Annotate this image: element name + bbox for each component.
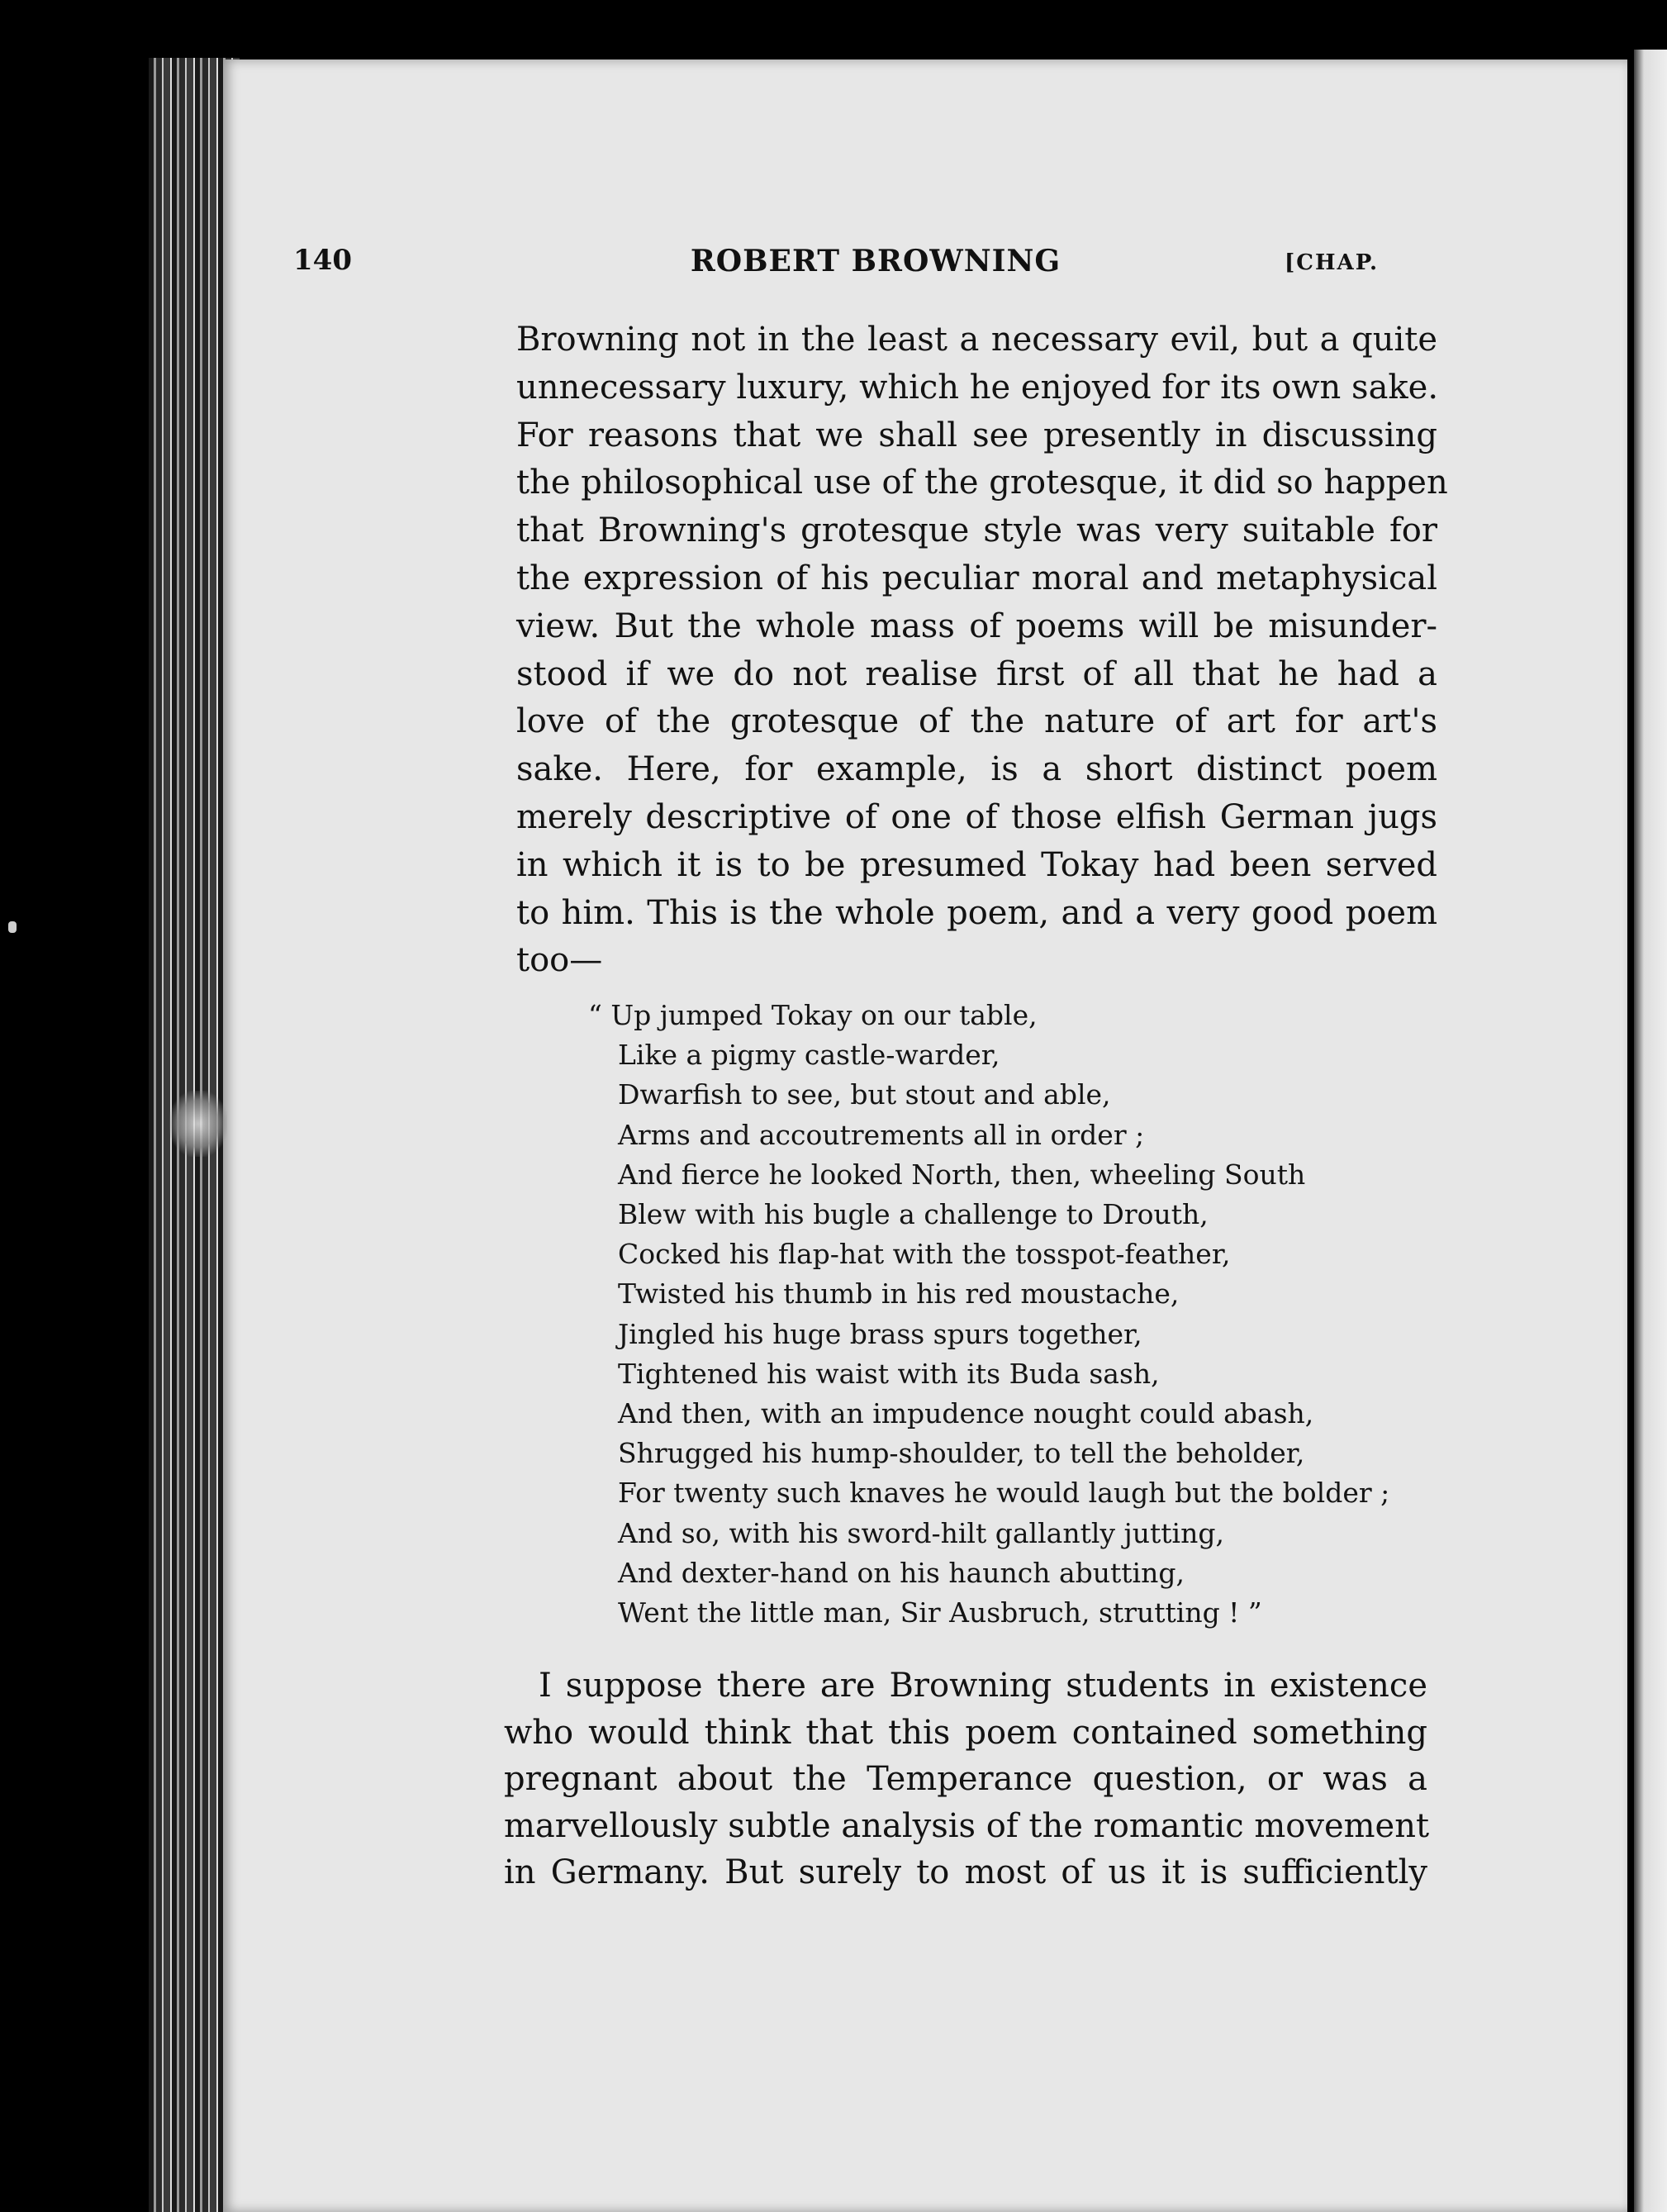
text-line: the philosophical use of the grotesque, it did so happen — [516, 464, 1448, 502]
text-line: unnecessary luxury, which he enjoyed for its own sake. — [516, 368, 1439, 407]
running-title: ROBERT BROWNING — [690, 244, 1061, 278]
text-line: too— — [516, 941, 603, 980]
poem-line: For twenty such knaves he would laugh but the bolder ; — [618, 1477, 1390, 1510]
text-line: that Browning's grotesque style was very suitable for — [516, 511, 1437, 550]
text-line: I suppose there are Browning students in existence — [539, 1667, 1427, 1705]
text-line: view. But the whole mass of poems will be misunder- — [516, 607, 1437, 645]
adjacent-page-edge — [1634, 50, 1667, 2212]
poem-line: “ Up jumped Tokay on our table, — [588, 999, 1038, 1031]
poem-line: And so, with his sword-hilt gallantly jutting, — [618, 1516, 1224, 1549]
poem-line: Tightened his waist with its Buda sash, — [618, 1357, 1160, 1390]
poem-line: Dwarfish to see, but stout and able, — [618, 1078, 1111, 1111]
text-line: who would think that this poem contained something — [504, 1713, 1427, 1752]
text-line: Browning not in the least a necessary evil, but a quite — [516, 321, 1437, 359]
text-line: stood if we do not realise first of all that he had a — [516, 654, 1437, 693]
spine-highlight — [169, 1091, 227, 1157]
poem-line: Like a pigmy castle-warder, — [618, 1039, 1000, 1072]
text-line: love of the grotesque of the nature of art for art's — [516, 702, 1437, 741]
chapter-mark: [CHAP. — [1285, 250, 1380, 275]
text-line: sake. Here, for example, is a short distinct poem — [516, 750, 1437, 789]
poem-line: Twisted his thumb in his red moustache, — [618, 1277, 1180, 1311]
poem-line: Cocked his flap-hat with the tosspot-feather, — [618, 1238, 1231, 1271]
poem-quotation — [588, 996, 1447, 1633]
scan-speck — [8, 921, 17, 933]
poem-line: Arms and accoutrements all in order ; — [618, 1118, 1145, 1151]
text-line: to him. This is the whole poem, and a very good poem — [516, 893, 1437, 932]
text-line: in Germany. But surely to most of us it is sufficiently — [504, 1853, 1427, 1891]
paragraph-1 — [516, 316, 1448, 985]
text-line: the expression of his peculiar moral and metaphysical — [516, 559, 1437, 597]
poem-line: Jingled his huge brass spurs together, — [618, 1317, 1142, 1350]
poem-line: Blew with his bugle a challenge to Drouth, — [618, 1198, 1209, 1231]
poem-line: And then, with an impudence nought could abash, — [618, 1397, 1314, 1430]
text-line: in which it is to be presumed Tokay had been served — [516, 845, 1437, 884]
page-number: 140 — [293, 244, 352, 277]
text-line: pregnant about the Temperance question, or was a — [504, 1760, 1427, 1798]
text-line: For reasons that we shall see presently in discussing — [516, 416, 1437, 454]
poem-line: And fierce he looked North, then, wheeling South — [618, 1158, 1306, 1191]
paragraph-2 — [504, 1663, 1430, 1896]
text-line: marvellously subtle analysis of the romantic movement — [504, 1806, 1430, 1845]
poem-line: And dexter-hand on his haunch abutting, — [618, 1556, 1185, 1589]
text-line: merely descriptive of one of those elfish German jugs — [516, 797, 1437, 836]
poem-line: Went the little man, Sir Ausbruch, strutting ! ” — [618, 1596, 1262, 1629]
poem-line: Shrugged his hump-shoulder, to tell the beholder, — [618, 1437, 1305, 1470]
